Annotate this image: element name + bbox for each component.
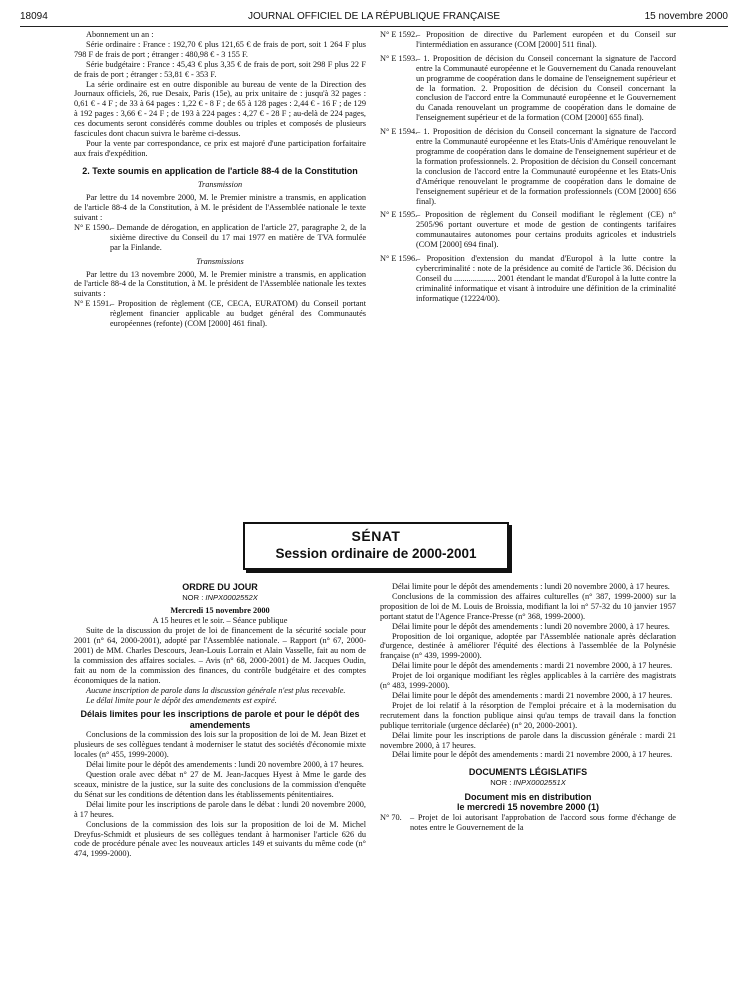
entry-text: – Proposition d'extension du mandat d'Europol à la lutte contre la cybercriminalité : note de la présidence au comité de l'article 36. Décision du Conseil du .................... 2001 étendant le mandat d'Europol à la lutte contre la criminalité informatique et visant à introduire une définition de la criminalité informatique (12224/00). bbox=[416, 254, 676, 303]
nor-code: INPX0002552X bbox=[205, 592, 258, 602]
delai-4b: Délai limite pour le dépôt des amendements : mardi 21 novembre 2000, à 17 heures. bbox=[392, 750, 673, 760]
journal-title: JOURNAL OFFICIEL DE LA RÉPUBLIQUE FRANÇAISE bbox=[247, 11, 501, 22]
doc-heading-2: le mercredi 15 novembre 2000 (1) bbox=[456, 802, 600, 813]
entry-e1592 bbox=[380, 30, 676, 50]
page-header bbox=[20, 11, 728, 27]
column-top-left bbox=[74, 30, 366, 329]
nor-label: NOR : bbox=[490, 777, 514, 787]
column-bottom-left bbox=[74, 582, 366, 859]
section-title-88-4: 2. Texte soumis en application de l'article 88-4 de la Constitution bbox=[82, 165, 358, 176]
entry-number: N° E 1590. bbox=[74, 222, 112, 232]
entry-number: N° E 1592. bbox=[380, 30, 418, 39]
item-magistrats: Projet de loi organique modifiant les règles applicables à la carrière des magistrats (n° 483, 1999-2000). bbox=[380, 671, 676, 691]
item-bizet: Conclusions de la commission des lois sur la proposition de loi de M. Jean Bizet et plusieurs de ses collègues tendant à moderniser le statut des sociétés d'économie mixte locales (n° 455, 1999-2000). bbox=[74, 730, 366, 760]
entry-text: – 1. Proposition de décision du Conseil concernant la signature de l'accord entre la Communauté européenne et le Gouvernement du Canada renouvelant un programme de coopération dans le domaine de l'enseignement supérieur et de la formation. 2. Proposition de décision du Conseil concernant la conclusion de l'accord entre la Communauté européenne et le Gouvernement du Canada renouvelant un programme de coopération dans le domaine de l'enseignement supérieur et de la formation (COM [2000] 655 final). bbox=[416, 53, 676, 123]
transmission-heading: Transmission bbox=[197, 180, 243, 190]
entry-text: – Proposition de règlement (CE, CECA, EURATOM) du Conseil portant règlement financier applicable au budget général des Communautés européennes (refonte) (COM [2000] 461 final). bbox=[110, 299, 366, 329]
delai-expire: Le délai limite pour le dépôt des amendements est expiré. bbox=[86, 695, 277, 705]
transmissions-text: Par lettre du 13 novembre 2000, M. le Premier ministre a transmis, en application de l'article 88-4 de la Constitution, à M. le président de l'Assemblée nationale les textes suivants : bbox=[74, 269, 366, 299]
serie-ordinaire: Série ordinaire : France : 192,70 € plus 121,65 € de frais de port, soit 1 264 F plus 798 F de frais de port ; étranger : 480,98 € - 3 155 F. bbox=[74, 39, 366, 59]
vente-correspondance: Pour la vente par correspondance, ce prix est majoré d'une participation forfaitaire aux frais d'expédition. bbox=[74, 138, 366, 158]
date-heading: Mercredi 15 novembre 2000 bbox=[170, 606, 270, 616]
item-hyest-delai: Délai limite pour les inscriptions de parole dans le débat : lundi 20 novembre 2000, à 17 heures. bbox=[74, 799, 366, 819]
header-rule bbox=[20, 26, 728, 27]
suite-discussion: Suite de la discussion du projet de loi de financement de la sécurité sociale pour 2001 (n° 64, 2000-2001), adopté par l'Assemblée nationale. – Rapport (n° 67, 2000-2001) de MM. Charles Descours, Jean-Louis Lorrain et Alain Vasselle, fait au nom de la commission des affaires sociales. – Avis (n° 68, 2000-2001) de M. Jacques Oudin, fait au nom de la commission des finances, du contrôle budgétaire et des comptes économiques de la nation. bbox=[74, 626, 366, 685]
entry-number: N° 70. bbox=[380, 812, 402, 822]
entry-text: – 1. Proposition de décision du Conseil concernant la signature de l'accord entre la Communauté européenne et les Etats-Unis d'Amérique renouvelant le programme de coopération dans le domaine de l'enseignement supérieur et de la formation professionnels. 2. Proposition de décision du Conseil concernant la conclusion de l'accord entre la Communauté européenne et les Etats-Unis d'Amérique renouvelant le programme de coopération dans le domaine de l'enseignement supérieur et de la formation professionnels (COM [2000] 656 final). bbox=[416, 127, 676, 206]
vente-bureau: La série ordinaire est en outre disponible au bureau de vente de la Direction des Journaux officiels, 26, rue Desaix, Paris (15e), au prix unitaire de : jusqu'à 32 pages : 0,61 € - 4 F ; de 33 à 64 pages : 1,22 € - 8 F ; de 65 à 128 pages : 2,44 € - 16 F ; de 129 à 192 pages : 3,66 € - 24 F ; de 193 à 224 pages : 4,27 € - 28 F ; au-delà de 224 pages, ces documents seront considérés comme doubles ou triples et composés de plusieurs fascicules dont chacun suivra le barème ci-dessus. bbox=[74, 79, 366, 139]
delai-3: Délai limite pour le dépôt des amendements : mardi 21 novembre 2000, à 17 heures. bbox=[392, 690, 673, 700]
aucune-inscription: Aucune inscription de parole dans la discussion générale n'est plus recevable. bbox=[86, 685, 346, 695]
entry-e1594 bbox=[380, 127, 676, 206]
entry-text: – Projet de loi autorisant l'approbation de l'accord sous forme d'échange de notes entre le Gouvernement de la bbox=[410, 812, 676, 832]
entry-e1596 bbox=[380, 254, 676, 304]
transmission-text: Par lettre du 14 novembre 2000, M. le Premier ministre a transmis, en application de l'article 88-4 de la Constitution, à M. le président de l'Assemblée nationale le texte suivant : bbox=[74, 193, 366, 222]
nor-line bbox=[380, 778, 676, 788]
seance-line: A 15 heures et le soir. – Séance publique bbox=[152, 616, 288, 626]
senat-title: SÉNAT bbox=[351, 528, 401, 544]
transmissions-heading: Transmissions bbox=[196, 256, 244, 266]
entry-number: N° E 1596. bbox=[380, 254, 418, 264]
item-broissia: Conclusions de la commission des affaires culturelles (n° 387, 1999-2000) sur la proposition de loi de M. Louis de Broissia, modifiant la loi n° 57-32 du 10 janvier 1957 portant statut de l'Agence France-Presse (n° 368, 1999-2000). bbox=[380, 591, 676, 621]
senat-banner bbox=[243, 522, 509, 570]
nor-label: NOR : bbox=[182, 592, 206, 602]
issue-date: 15 novembre 2000 bbox=[644, 11, 728, 22]
entry-number: N° E 1594. bbox=[380, 127, 418, 137]
entry-e1593 bbox=[380, 54, 676, 123]
doc-heading-1: Document mis en distribution bbox=[464, 791, 592, 802]
serie-budgetaire: Série budgétaire : France : 45,43 € plus 3,35 € de frais de port, soit 298 F plus 22 F de frais de port ; étranger : 53,81 € - 353 F. bbox=[74, 59, 366, 79]
delais-title: Délais limites pour les inscriptions de parole et pour le dépôt des amendements bbox=[80, 709, 360, 730]
delai-0: Délai limite pour le dépôt des amendements : lundi 20 novembre 2000, à 17 heures. bbox=[392, 582, 670, 591]
entry-text: – Proposition de règlement du Conseil modifiant le règlement (CE) n° 2505/96 portant ouverture et mode de gestion de contingents tarifaires communautaires autonomes pour certains produits agricoles et industriels (COM [2000] 694 final). bbox=[416, 210, 676, 250]
column-top-right bbox=[380, 30, 676, 304]
entry-number: N° E 1593. bbox=[380, 53, 418, 63]
delai-1: Délai limite pour le dépôt des amendements : lundi 20 novembre 2000, à 17 heures. bbox=[392, 621, 670, 631]
entry-n70 bbox=[380, 813, 676, 833]
column-bottom-right bbox=[380, 582, 676, 833]
item-hyest: Question orale avec débat n° 27 de M. Jean-Jacques Hyest à Mme le garde des sceaux, ministre de la justice, sur la suite des conclusions de la commission d'enquête du Sénat sur les conditions de détention dans les établissements pénitentiaires. bbox=[74, 770, 366, 799]
ordre-du-jour-title: ORDRE DU JOUR bbox=[182, 582, 258, 592]
item-polynesie: Proposition de loi organique, adoptée par l'Assemblée nationale après déclaration d'urgence, destinée à améliorer l'équité des élections à l'assemblée de la Polynésie française (n° 439, 1999-2000). bbox=[380, 631, 676, 661]
entry-text: – Demande de dérogation, en application de l'article 27, paragraphe 2, de la sixième directive du Conseil du 17 mai 1977 en matière de TVA formulée par la Finlande. bbox=[110, 222, 366, 252]
entry-e1590 bbox=[0, 223, 366, 253]
entry-text: – Proposition de directive du Parlement européen et du Conseil sur l'intermédiation en assurance (COM [2000] 511 final). bbox=[416, 30, 676, 49]
page-number: 18094 bbox=[20, 11, 48, 22]
entry-e1591 bbox=[0, 299, 366, 329]
entry-number: N° E 1595. bbox=[380, 210, 418, 220]
entry-number: N° E 1591. bbox=[74, 299, 112, 309]
nor-code: INPX0002551X bbox=[513, 777, 566, 787]
nor-line bbox=[74, 593, 366, 603]
item-bizet-delai: Délai limite pour le dépôt des amendements : lundi 20 novembre 2000, à 17 heures. bbox=[86, 760, 364, 770]
item-dreyfus: Conclusions de la commission des lois sur la proposition de loi de M. Michel Dreyfus-Schmidt et plusieurs de ses collègues tendant à harmoniser l'article 626 du code de procédure pénale avec les nouveaux articles 149 et suivants du même code (n° 474, 1999-2000). bbox=[74, 819, 366, 859]
documents-legislatifs-title: DOCUMENTS LÉGISLATIFS bbox=[468, 767, 588, 778]
abonnement-label: Abonnement un an : bbox=[86, 30, 154, 39]
delai-2: Délai limite pour le dépôt des amendements : mardi 21 novembre 2000, à 17 heures. bbox=[392, 661, 673, 671]
item-emploi-precaire: Projet de loi relatif à la résorption de l'emploi précaire et à la modernisation du recrutement dans la fonction publique ainsi qu'au temps de travail dans la fonction publique territoriale (urgence déclarée) (n° 20, 2000-2001). bbox=[380, 700, 676, 730]
senat-session: Session ordinaire de 2000-2001 bbox=[275, 546, 477, 561]
entry-e1595 bbox=[380, 210, 676, 250]
delai-4a: Délai limite pour les inscriptions de parole dans la discussion générale : mardi 21 novembre 2000, à 17 heures. bbox=[380, 730, 676, 750]
